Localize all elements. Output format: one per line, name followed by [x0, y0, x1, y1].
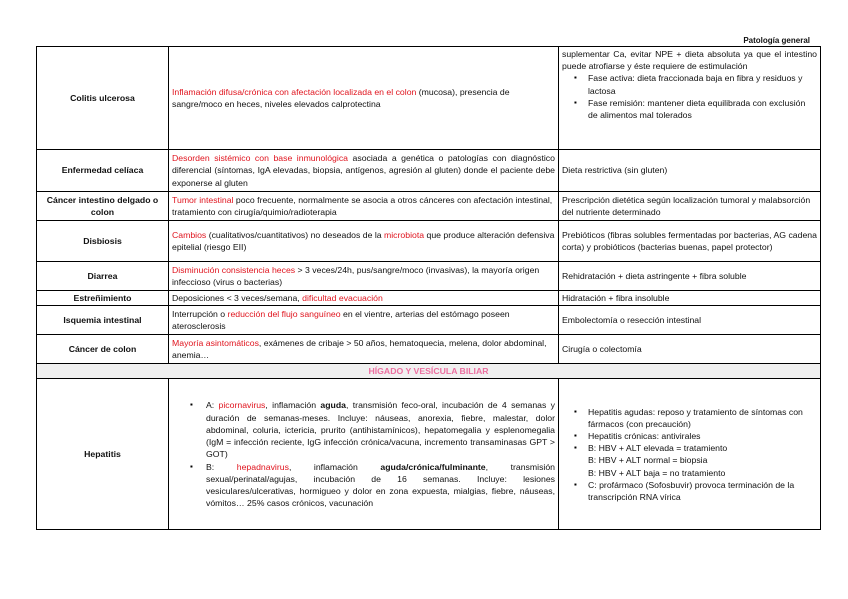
description-text: en el vientre, arterias del estómago poseen aterosclerosis: [172, 309, 510, 332]
section-title: HÍGADO Y VESÍCULA BILIAR: [37, 364, 821, 379]
description-text: asociada a genética o patologías con diagnóstico diferencial (síntomas, IgA elevadas, biopsia, antígenos, agresión al gluten) donde el paciente debe exponerse al gluten: [172, 153, 555, 188]
row-treatment: Rehidratación + dieta astringente + fibra soluble: [559, 262, 821, 291]
sub-line: B: HBV + ALT normal = biopsia: [588, 455, 708, 466]
row-description: [169, 192, 559, 221]
highlight-text: Tumor intestinal: [172, 194, 234, 205]
treatment-list: [562, 72, 817, 121]
row-description: [169, 47, 559, 150]
row-treatment: Hidratación + fibra insoluble: [559, 291, 821, 306]
description-text: , transmisión feco-oral, incubación de 4 semanas y duración de semanas-meses. Incluye: náuseas, anorexia, fiebre, malestar, dolor abdominal, coluria, ictericia, prurito (antihistamínicos), hepatomegalia y esplenomegalia (IgM = infección reciente, IgG infección crónica/vacuna, incremento transaminasas GPT > GOT): [206, 400, 556, 460]
table-row: [37, 47, 821, 150]
description-text: que produce alteración defensiva epitelial (riesgo EII): [172, 229, 555, 252]
row-name: Disbiosis: [37, 221, 169, 262]
row-description: [169, 262, 559, 291]
table-row: [37, 262, 821, 291]
bold-text: aguda/crónica/fulminante: [380, 461, 486, 472]
table-row: [37, 150, 821, 192]
row-description: [169, 221, 559, 262]
item-label: B:: [206, 461, 237, 472]
row-treatment: Embolectomía o resección intestinal: [559, 306, 821, 335]
highlight-text: reducción del flujo sanguíneo: [227, 309, 341, 319]
highlight-text: Mayoría asintomáticos: [172, 338, 259, 348]
row-name: Colitis ulcerosa: [37, 47, 169, 150]
row-description: [169, 306, 559, 335]
sub-line: B: HBV + ALT baja = no tratamiento: [588, 467, 726, 478]
description-text: , exámenes de cribaje > 50 años, hematoquecia, melena, dolor abdominal, anemia…: [172, 338, 547, 361]
hepatitis-list: [172, 399, 555, 509]
row-treatment: Cirugía o colectomía: [559, 335, 821, 364]
item-text: B: HBV + ALT elevada = tratamiento: [588, 443, 728, 454]
table-row: [37, 379, 821, 530]
row-name: Cáncer intestino delgado o colon: [37, 192, 169, 221]
highlight-text: picornavirus: [218, 400, 266, 411]
description-text: Interrupción o: [172, 309, 228, 319]
row-description: [169, 150, 559, 192]
row-treatment: Prebióticos (fibras solubles fermentadas por bacterias, AG cadena corta) y probióticos (bacterias buenas, papel protector): [559, 221, 821, 262]
treatment-list: [562, 406, 817, 504]
list-item: ▪ Hepatitis crónicas: antivirales: [588, 430, 817, 442]
item-label: A:: [206, 400, 219, 411]
treatment-text: suplementar Ca, evitar NPE + dieta absoluta ya que el intestino puede atrofiarse y éste requiere de estimulación: [562, 49, 817, 72]
list-item: ▪ Fase remisión: mantener dieta equilibrada con exclusión de alimentos mal tolerados: [588, 97, 817, 121]
row-name: Estreñimiento: [37, 291, 169, 306]
row-description: [169, 379, 559, 530]
row-treatment: Dieta restrictiva (sin gluten): [559, 150, 821, 192]
description-text: Deposiciones < 3 veces/semana,: [172, 293, 303, 303]
page-header-title: Patología general: [743, 36, 810, 45]
description-text: poco frecuente, normalmente se asocia a otros cánceres con afectación intestinal, tratamiento con cirugía/quimio/radioterapia: [172, 194, 553, 217]
table-row: [37, 291, 821, 306]
row-name: Hepatitis: [37, 379, 169, 530]
section-header-row: [37, 364, 821, 379]
row-treatment: Prescripción dietética según localización tumoral y malabsorción del nutriente determinado: [559, 192, 821, 221]
row-description: [169, 335, 559, 364]
pathology-table: [36, 46, 821, 530]
row-name: Cáncer de colon: [37, 335, 169, 364]
list-item: [206, 461, 555, 510]
highlight-text: microbiota: [384, 229, 425, 240]
description-text: > 3 veces/24h, pus/sangre/moco (invasivas), la mayoría origen infeccioso (virus o bacterias): [172, 264, 540, 287]
table-row: [37, 192, 821, 221]
description-text: , inflamación: [265, 400, 321, 411]
highlight-text: Cambios: [172, 229, 207, 240]
description-text: (cualitativos/cuantitativos) no deseados de la: [206, 229, 384, 240]
highlight-text: Inflamación difusa/crónica con afectación localizada en el colon: [172, 86, 417, 97]
description-text: , transmisión sexual/perinatal/agujas, incubación de 16 semanas. Incluye: lesiones vesiculares/ulcerativas, hormigueo y dolor en zona expuesta, mialgias, fiebre, náuseas, vómitos… 25% casos crónicos, vacunación: [206, 461, 556, 509]
row-treatment: [559, 379, 821, 530]
table-row: [37, 335, 821, 364]
description-text: (mucosa), presencia de sangre/moco en heces, niveles elevados calprotectina: [172, 86, 510, 109]
list-item: ▪ Fase activa: dieta fraccionada baja en fibra y residuos y lactosa: [588, 72, 817, 96]
highlight-text: Desorden sistémico con base inmunológica: [172, 153, 348, 164]
row-name: Enfermedad celíaca: [37, 150, 169, 192]
list-item: [588, 442, 817, 479]
row-name: Isquemia intestinal: [37, 306, 169, 335]
list-item: ▪ C: profármaco (Sofosbuvir) provoca terminación de la transcripción RNA vírica: [588, 479, 817, 503]
table-row: [37, 306, 821, 335]
list-item: [206, 399, 555, 460]
bold-text: aguda: [320, 400, 347, 411]
row-description: [169, 291, 559, 306]
row-name: Diarrea: [37, 262, 169, 291]
highlight-text: hepadnavirus: [236, 461, 289, 472]
list-item: ▪ Hepatitis agudas: reposo y tratamiento de síntomas con fármacos (con precaución): [588, 406, 817, 430]
highlight-text: dificultad evacuación: [302, 293, 383, 303]
highlight-text: Disminución consistencia heces: [172, 264, 296, 275]
row-treatment: [559, 47, 821, 150]
description-text: , inflamación: [288, 461, 381, 472]
table-row: [37, 221, 821, 262]
